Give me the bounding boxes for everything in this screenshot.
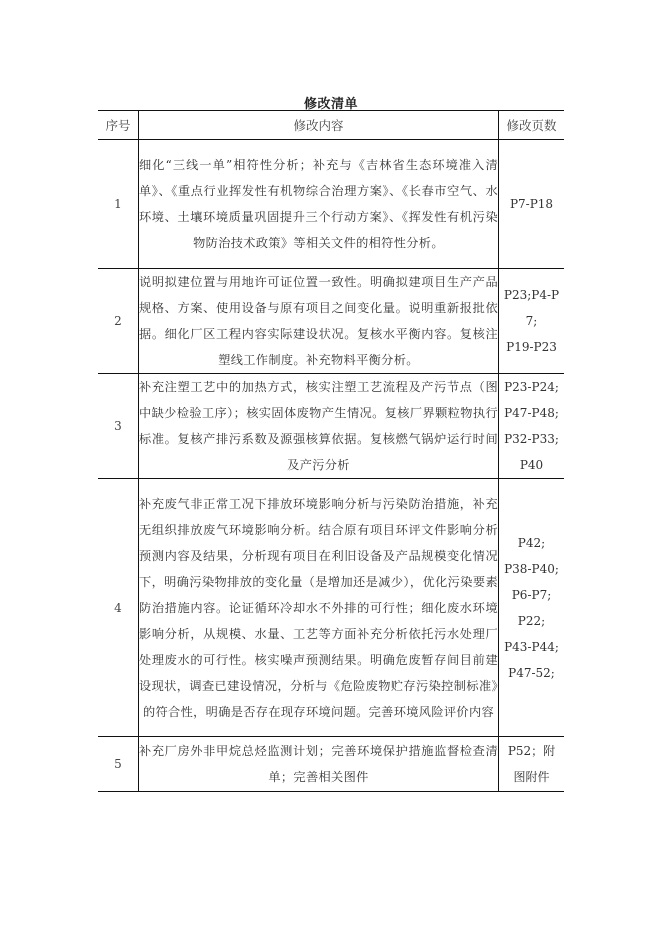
page-ref: P23;P4-P xyxy=(503,288,560,302)
page-ref: P40 xyxy=(519,458,544,472)
row-pages xyxy=(499,374,565,479)
row-content: 细化“三线一单”相符性分析；补充与《吉林省生态环境准入清单》、《重点行业挥发性有机物综合治理方案》、《长春市空气、水环境、土壤环境质量巩固提升三个行动方案》、《挥发性有机污染物防治技术政策》等相关文件的相符性分析。 xyxy=(139,140,499,269)
header-content: 修改内容 xyxy=(139,111,499,140)
page-ref: 图附件 xyxy=(513,770,550,784)
page-ref: 7; xyxy=(525,314,538,328)
table-row xyxy=(98,374,564,479)
table-row xyxy=(98,737,564,792)
page-ref: P32-P33; xyxy=(504,432,559,446)
table-header-row xyxy=(98,111,564,140)
row-pages xyxy=(499,479,565,737)
page-ref: P38-P40; xyxy=(504,561,559,576)
row-index: 5 xyxy=(98,737,139,792)
row-pages xyxy=(499,269,565,374)
row-index: 3 xyxy=(98,374,139,479)
row-index: 2 xyxy=(98,269,139,374)
page-ref: P47-52; xyxy=(508,665,555,680)
page-ref: P43-P44; xyxy=(504,639,559,654)
revision-list-table xyxy=(98,110,564,792)
page-ref: P52；附 xyxy=(507,744,556,758)
row-content: 说明拟建位置与用地许可证位置一致性。明确拟建项目生产产品规格、方案、使用设备与原有项目之间变化量。说明重新报批依据。细化厂区工程内容实际建设状况。复核水平衡内容。复核注塑线工作制度。补充物料平衡分析。 xyxy=(139,269,499,374)
row-index: 1 xyxy=(98,140,139,269)
table-row xyxy=(98,479,564,737)
document-title: 修改清单 xyxy=(303,97,358,112)
row-content: 补充厂房外非甲烷总烃监测计划；完善环境保护措施监督检查清单；完善相关图件 xyxy=(139,737,499,792)
table-row xyxy=(98,269,564,374)
header-index: 序号 xyxy=(98,111,139,140)
page-ref: P22; xyxy=(517,613,546,628)
page-ref: P23-P24; xyxy=(504,380,559,394)
page-ref: P6-P7; xyxy=(511,587,552,602)
page-ref: P7-P18 xyxy=(509,197,554,211)
row-content: 补充注塑工艺中的加热方式，核实注塑工艺流程及产污节点（图中缺少检验工序）；核实固体废物产生情况。复核厂界颗粒物执行标准。复核产排污系数及源强核算依据。复核燃气锅炉运行时间及产污分析 xyxy=(139,374,499,479)
row-pages xyxy=(499,140,565,269)
table-row xyxy=(98,140,564,269)
row-pages xyxy=(499,737,565,792)
row-content: 补充废气非正常工况下排放环境影响分析与污染防治措施，补充无组织排放废气环境影响分析。结合原有项目环评文件影响分析预测内容及结果，分析现有项目在利旧设备及产品规模变化情况下，明确污染物排放的变化量（是增加还是减少），优化污染要素防治措施内容。论证循环冷却水不外排的可行性；细化废水环境影响分析，从规模、水量、工艺等方面补充分析依托污水处理厂处理废水的可行性。核实噪声预测结果。明确危废暂存间目前建设现状，调查已建设情况，分析与《危险废物贮存污染控制标准》的符合性，明确是否存在现存环境问题。完善环境风险评价内容 xyxy=(139,479,499,737)
page-ref: P42; xyxy=(517,535,546,550)
header-pages: 修改页数 xyxy=(499,111,565,140)
row-index: 4 xyxy=(98,479,139,737)
page-ref: P47-P48; xyxy=(504,406,559,420)
page-ref: P19-P23 xyxy=(506,340,557,354)
